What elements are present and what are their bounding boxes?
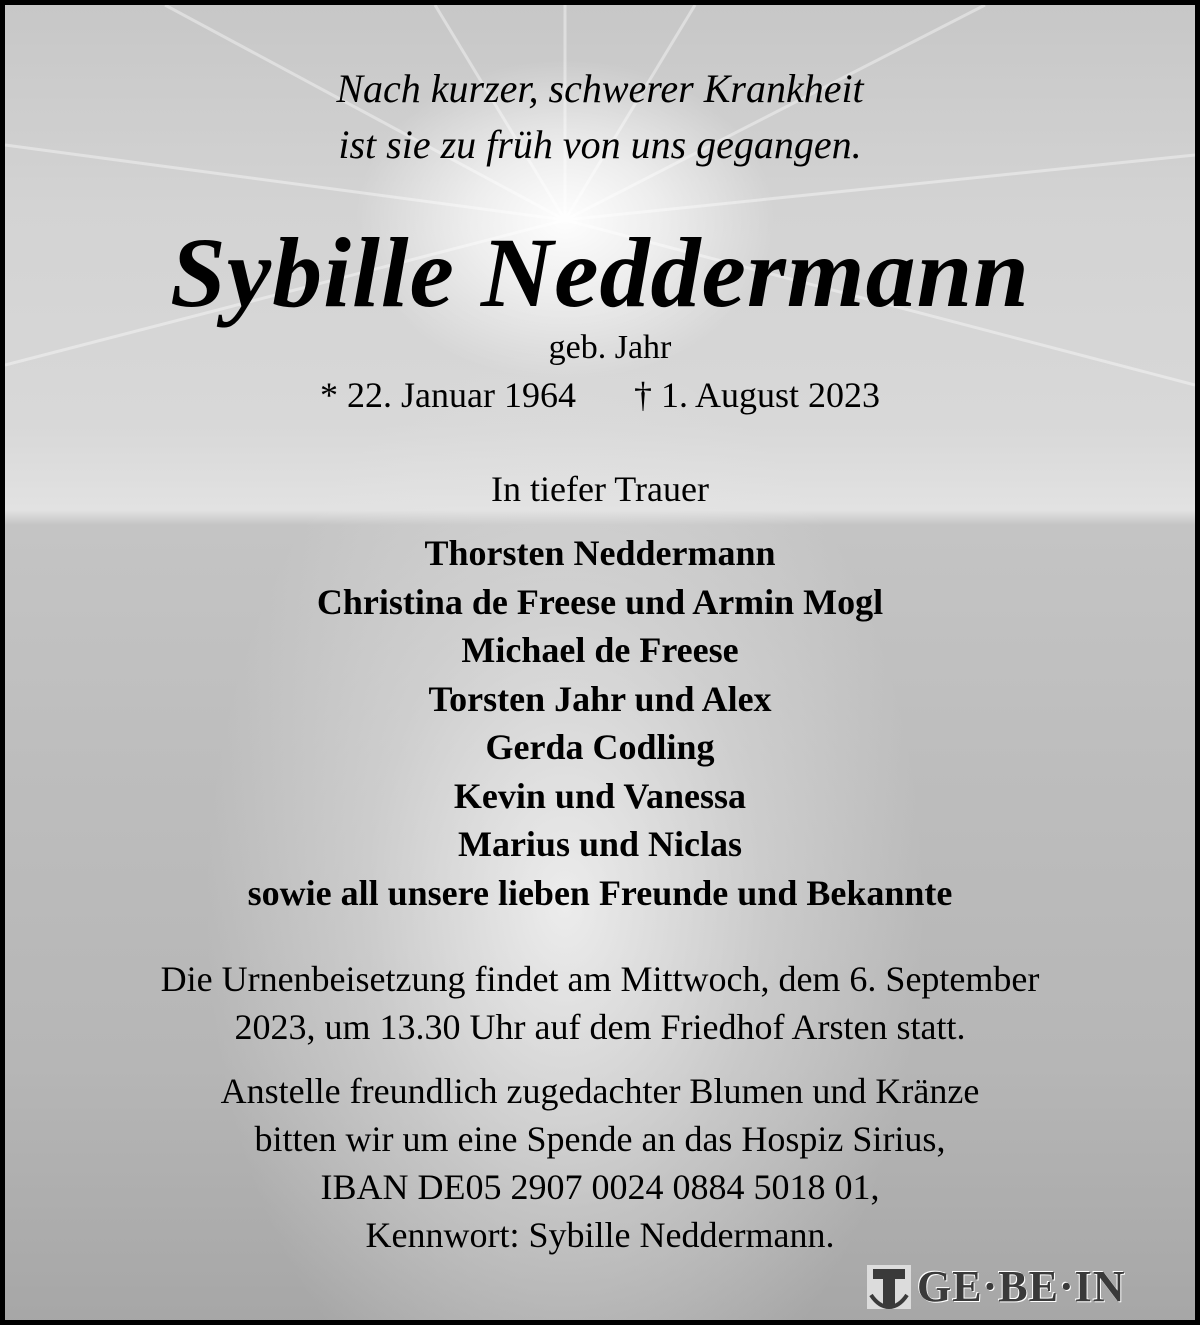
life-dates [5, 371, 1195, 419]
intro-text [5, 61, 1195, 173]
burial-line-1: Die Urnenbeisetzung findet am Mittwoch, dem 6. September [160, 959, 1040, 999]
mourner-name: Thorsten Neddermann [424, 533, 776, 573]
intro-line-2: ist sie zu früh von uns gegangen. [338, 122, 862, 167]
mourner-name: sowie all unsere lieben Freunde und Bekannte [247, 872, 953, 913]
mourning-line: In tiefer Trauer [491, 469, 709, 509]
deceased-name: Sybille Neddermann [170, 217, 1030, 328]
mourner-name: Michael de Freese [461, 630, 739, 670]
gebein-logo-text: GE·BE·IN [917, 1262, 1126, 1311]
donation-info [5, 1067, 1195, 1259]
birth-date: * 22. Januar 1964 [320, 375, 576, 415]
intro-line-1: Nach kurzer, schwerer Krankheit [336, 66, 864, 111]
gebein-logo [867, 1263, 1126, 1311]
burial-info [5, 955, 1195, 1051]
donation-keyword: Kennwort: Sybille Neddermann. [365, 1215, 835, 1255]
death-date: † 1. August 2023 [633, 375, 880, 415]
donation-line-1: Anstelle freundlich zugedachter Blumen und Kränze [220, 1071, 980, 1111]
mourner-name: Marius und Niclas [457, 824, 743, 864]
born-name: geb. Jahr [548, 329, 672, 366]
mourner-name: Christina de Freese und Armin Mogl [316, 581, 884, 622]
donation-line-2: bitten wir um eine Spende an das Hospiz Sirius, [254, 1119, 946, 1159]
mourners-list [5, 529, 1195, 917]
donation-iban: IBAN DE05 2907 0024 0884 5018 01, [320, 1167, 880, 1207]
gebein-logo-icon [867, 1265, 911, 1309]
mourner-name: Gerda Codling [485, 727, 715, 767]
burial-line-2: 2023, um 13.30 Uhr auf dem Friedhof Arsten statt. [234, 1007, 966, 1047]
mourner-name: Torsten Jahr und Alex [428, 678, 772, 719]
mourner-name: Kevin und Vanessa [453, 775, 747, 816]
